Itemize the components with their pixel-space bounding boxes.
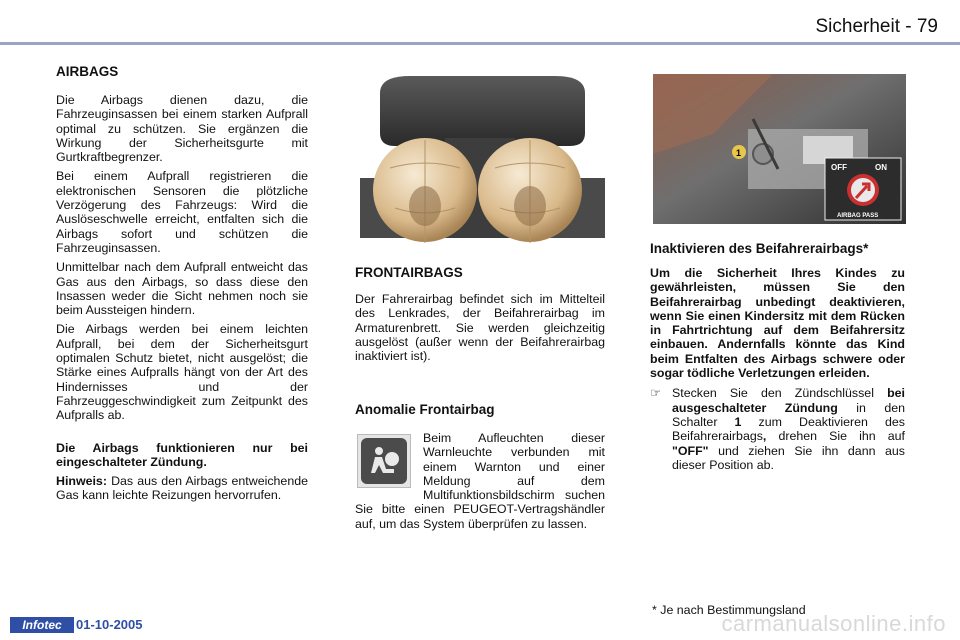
switch-callout: 1: [736, 148, 742, 158]
hint-label: Hinweis:: [56, 474, 107, 489]
step-text: zum Deaktivieren des Beifahrerairbags: [672, 414, 905, 444]
step-text-bold: ,: [762, 429, 767, 444]
switch-photo: [653, 74, 906, 224]
step-text-bold: 1: [734, 414, 742, 429]
step-text: drehen Sie ihn auf: [766, 429, 905, 444]
hint-paragraph: [56, 474, 308, 503]
airbag-warning-lamp-icon: [357, 434, 411, 488]
watermark: carmanualsonline.info: [721, 611, 946, 636]
airbags-heading: AIRBAGS: [56, 64, 119, 79]
airbags-paragraph: Die Airbags dienen dazu, die Fahrzeuginsassen bei einem starken Aufprall optimal zu schützen. Sie ergänzen die Wirkung der Sicherheitsgurte mit Gurtkraftbegrenzer.: [56, 93, 308, 165]
column-deactivate: [650, 241, 905, 472]
frontairbags-text: Der Fahrerairbag befindet sich im Mittelteil des Lenkrades, der Beifahrerairbag im Armaturenbrett. Sie werden gleichzeitig ausgelöst (außer wenn der Beifahrerairbag inaktiviert ist).: [355, 292, 605, 364]
step-text-bold: "OFF": [672, 443, 709, 458]
airbags-paragraph: Unmittelbar nach dem Aufprall entweicht das Gas aus den Airbags, so dass diese den Insassen weder die Sicht nehmen noch sie beim Aussteigen hindern.: [56, 260, 308, 318]
anomaly-text: Beim Aufleuchten dieser Warnleuchte verbunden mit einem Warnton und einer Meldung auf dem Multifunktionsbildschirm suchen Sie bitte einen PEUGEOT-Vertragshändler auf, um das System überprüfen zu lassen.: [355, 431, 605, 531]
column-airbags: [56, 64, 308, 508]
deactivate-step-text: [672, 386, 905, 472]
infotec-logo: Infotec: [10, 617, 74, 633]
deactivate-step: [650, 386, 905, 472]
pointing-hand-icon: ☞: [650, 386, 662, 401]
airbags-paragraph: Die Airbags werden bei einem leichten Aufprall, bei dem der Sicherheitsgurt optimalen Schutz bietet, nicht ausgelöst; die Stärke eines Aufpralls hängt von der Art des Hindernisses und der Fahrzeuggeschwindigkeit zum Zeitpunkt des Aufpralls ab.: [56, 322, 308, 423]
anomaly-section: [355, 402, 605, 536]
footer-date: 01-10-2005: [76, 617, 143, 632]
deactivate-heading: Inaktivieren des Beifahrerairbags*: [650, 241, 869, 256]
header-rule: [0, 42, 960, 45]
ignition-note: Die Airbags funktionieren nur bei eingeschalteter Zündung.: [56, 440, 308, 469]
step-text: Stecken Sie den Zündschlüssel: [672, 386, 888, 401]
airbags-paragraph: Bei einem Aufprall registrieren die elektronischen Sensoren die plötzliche Verzögerung des Fahrzeugs: Wird die Auslöseschwelle erreicht, entfalten sich die Airbags sofort und schützen die Fahrzeuginsassen.: [56, 169, 308, 255]
child-safety-warning: Um die Sicherheit Ihres Kindes zu gewährleisten, müssen Sie den Beifahrerairbag unbedingt deaktivieren, wenn Sie einen Kindersitz mit dem Rücken in Fahrtrichtung auf dem Beifahrersitz einbauen. Andernfalls könnte das Kind beim Entfalten des Airbags schwere oder sogar tödliche Verletzungen erleiden.: [650, 266, 905, 381]
hint-text: Das aus den Airbags entweichende Gas kann leichte Reizungen hervorrufen.: [56, 474, 308, 503]
step-text: und ziehen Sie ihn dann aus dieser Position ab.: [672, 443, 905, 472]
footnote: * Je nach Bestimmungsland: [652, 603, 806, 617]
column-frontairbags: [355, 265, 605, 368]
anomaly-heading: Anomalie Frontairbag: [355, 402, 495, 417]
frontairbags-heading: FRONTAIRBAGS: [355, 265, 463, 280]
airbag-illustration: [350, 68, 610, 248]
switch-off-label: OFF: [831, 163, 847, 172]
page-title: Sicherheit - 79: [815, 16, 938, 37]
switch-airbag-label: AIRBAG PASS: [837, 213, 879, 219]
switch-on-label: ON: [875, 163, 887, 172]
step-text-bold: bei ausgeschalteter Zündung: [672, 386, 905, 415]
step-text: in den Schalter: [672, 400, 905, 429]
